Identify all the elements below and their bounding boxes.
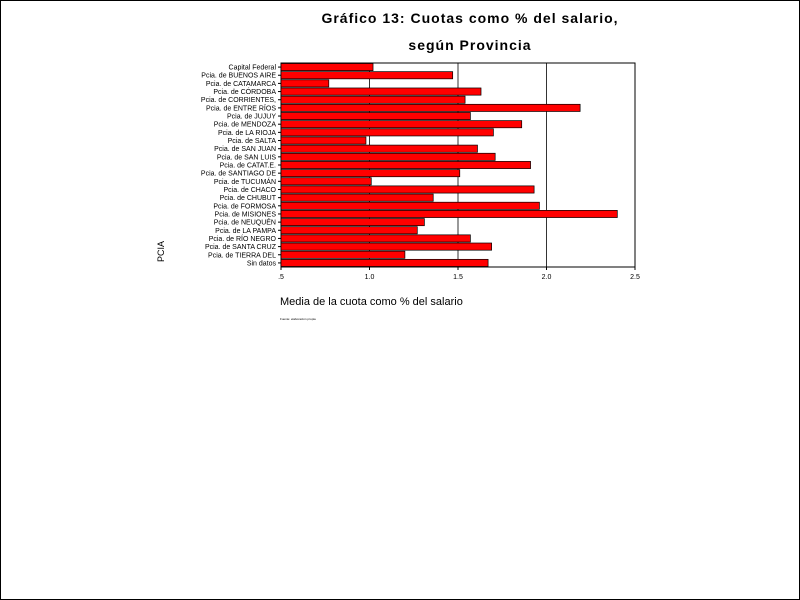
bar	[281, 178, 371, 185]
bar	[281, 112, 470, 119]
category-label: Pcia. de CHUBUT	[219, 195, 276, 203]
bar	[281, 259, 488, 266]
bar	[281, 104, 580, 111]
category-label: Sin datos	[246, 260, 276, 268]
category-label: Pcia. de ENTRE RÍOS	[205, 105, 276, 113]
category-label: Pcia. de SANTIAGO DE	[200, 170, 276, 178]
category-label: Pcia. de RÍO NEGRO	[208, 235, 276, 243]
bar	[281, 129, 493, 136]
category-label: Pcia. de TUCUMÁN	[213, 178, 276, 186]
bar	[281, 243, 492, 250]
category-label: Pcia. de FORMOSA	[213, 203, 276, 211]
category-label: Pcia. de SAN LUIS	[216, 154, 276, 162]
bar	[281, 219, 424, 226]
category-label: Pcia. de TIERRA DEL	[208, 252, 276, 260]
x-tick-label: .5	[278, 274, 284, 281]
bar	[281, 145, 477, 152]
category-label: Pcia. de CATAT.E.	[219, 162, 276, 170]
x-tick-label: 1.0	[364, 274, 375, 281]
bar	[281, 96, 465, 103]
bar	[281, 72, 453, 79]
category-label: Pcia. de SANTA CRUZ	[204, 244, 276, 252]
footnote: Fuente: elaboración propia	[280, 317, 316, 321]
bar	[281, 251, 405, 258]
bar	[281, 170, 460, 177]
bar	[281, 137, 366, 144]
bar	[281, 202, 539, 209]
category-label: Pcia. de LA RIOJA	[218, 129, 276, 137]
category-label: Pcia. de JUJUY	[226, 113, 276, 121]
bar	[281, 80, 329, 87]
bar	[281, 210, 617, 217]
x-tick-label: 2.5	[630, 274, 640, 281]
bar	[281, 227, 417, 234]
category-label: Pcia. de MENDOZA	[213, 121, 276, 129]
x-axis-ticks	[278, 267, 640, 281]
category-label: Pcia. de CATAMARCA	[205, 80, 276, 88]
category-label: Capital Federal	[228, 64, 276, 72]
bar	[281, 235, 470, 242]
chart-title: Gráfico 13: Cuotas como % del salario,	[321, 10, 619, 26]
x-tick-label: 1.5	[453, 274, 463, 281]
chart-subtitle: según Provincia	[408, 37, 532, 53]
bar	[281, 88, 481, 95]
bar	[281, 63, 373, 70]
category-label: Pcia. de SAN JUAN	[214, 146, 276, 154]
bar	[281, 121, 522, 128]
category-label: Pcia. de BUENOS AIRE	[201, 72, 276, 80]
y-axis-label: PCIA	[156, 240, 166, 262]
category-label: Pcia. de MISIONES	[214, 211, 276, 219]
category-label: Pcia. de CÓRDOBA	[213, 89, 276, 97]
x-axis-label: Media de la cuota como % del salario	[280, 296, 463, 308]
category-label: Pcia. de LA PAMPA	[215, 227, 276, 235]
category-label: Pcia. de SALTA	[227, 138, 276, 146]
bar	[281, 161, 531, 168]
category-label: Pcia. de CHACO	[223, 186, 276, 194]
category-label: Pcia. de CORRIENTES,	[200, 97, 276, 105]
bar	[281, 194, 433, 201]
bar	[281, 153, 495, 160]
x-tick-label: 2.0	[541, 274, 552, 281]
bar	[281, 186, 534, 193]
category-label: Pcia. de NEUQUÉN	[213, 219, 276, 227]
category-labels	[201, 65, 281, 268]
